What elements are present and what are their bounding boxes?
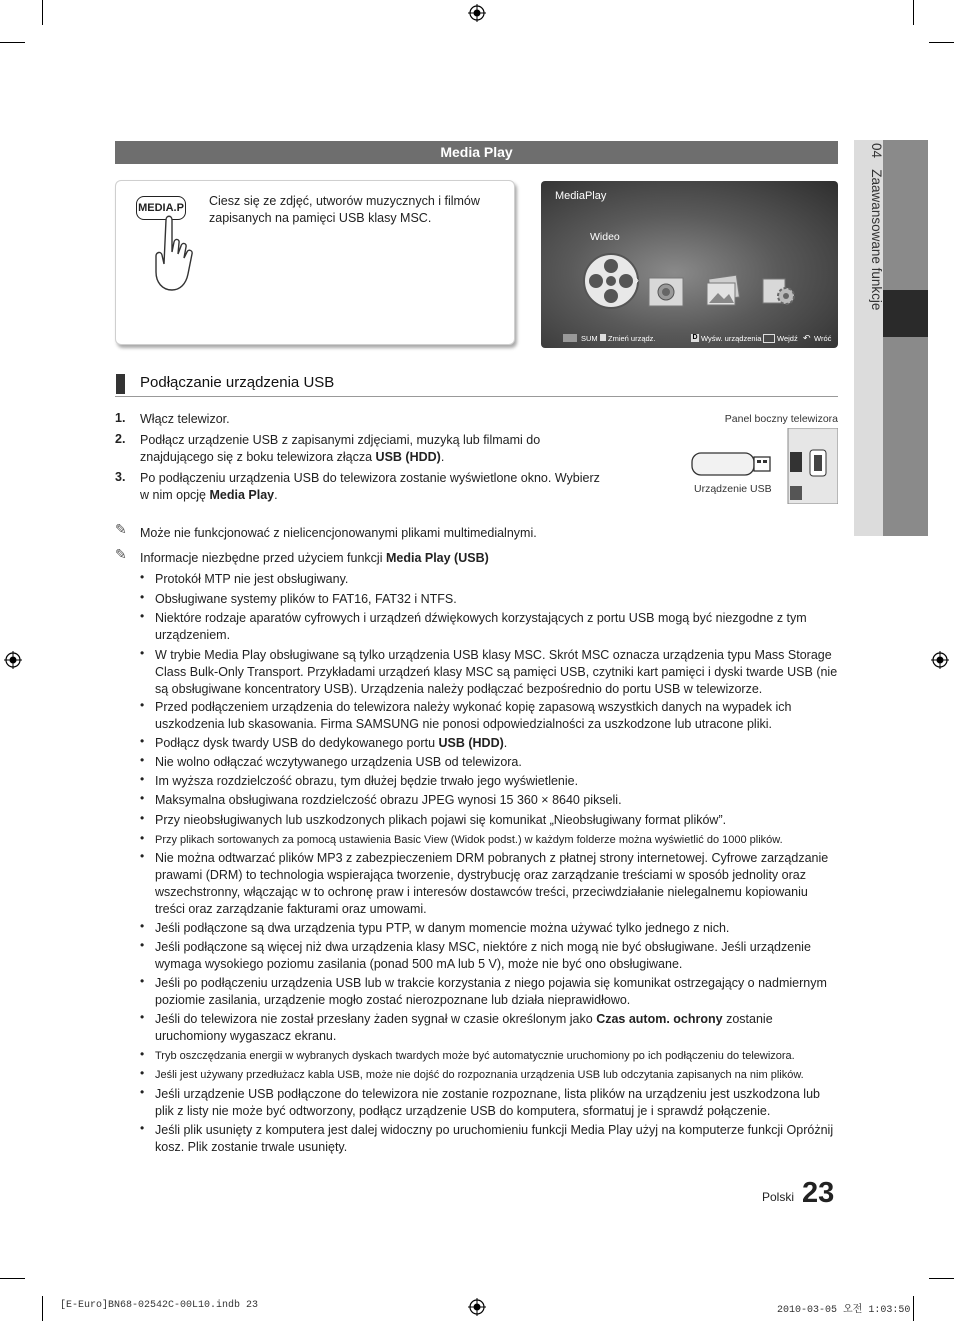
print-timestamp: 2010-03-05 오전 1:03:50 <box>777 1305 911 1316</box>
bullet-item: W trybie Media Play obsługiwane są tylko urządzenia USB klasy MSC. Skrót MSC oznacza urządzenia typu Mass Storage Class Bulk-Only Transport. Przykładami urządzeń klasy MSC są pamięci USB, czytniki kart pamięci i dyski twarde USB (nie są obsługiwane koncentratory USB). Urządzenia należy podłączać bezpośrednio do portu USB w telewizorze. <box>155 648 838 696</box>
bullet-item: Maksymalna obsługiwana rozdzielczość obrazu JPEG wynosi 15 360 × 8640 pikseli. <box>155 793 622 807</box>
registration-mark-icon <box>468 1298 486 1316</box>
bullet-item: Nie można odtwarzać plików MP3 z zabezpieczeniem DRM pobranych z płatnej strony internetowej. Cyfrowe zarządzanie prawami (DRM) to technologia wspierająca tworzenie, dystrybucję oraz zarządzanie treściami w sposób jednolity oraz wszechstronny, włączając w to ochronę praw i interesów dostawców treści, przeciwdziałanie nielegalnemu kopiowaniu treści oraz zarządzanie fakturami oraz umowami. <box>155 851 829 916</box>
section-divider <box>115 396 838 397</box>
step-text: Podłącz urządzenie USB z zapisanymi zdjęciami, muzyką lub filmami do znajdującego się z boku telewizora złącza USB (HDD). <box>140 433 541 464</box>
file-info: [E-Euro]BN68-02542C-00L10.indb 23 <box>60 1300 259 1311</box>
change-device-label: Zmień urządz. <box>608 334 656 343</box>
bullet-dot-icon: • <box>140 849 145 863</box>
bullet-item: Niektóre rodzaje aparatów cyfrowych i urządzeń dźwiękowych korzystających z portu USB mogą być niezgodne z tym urządzeniem. <box>155 611 807 642</box>
photos-icon[interactable] <box>704 275 742 307</box>
chapter-title-vertical: 04 Zaawansowane funkcje <box>869 143 884 311</box>
bullet-item: Nie wolno odłączać wczytywanego urządzenia USB od telewizora. <box>155 755 522 769</box>
bullet-dot-icon: • <box>140 1085 145 1099</box>
crop-mark <box>42 1296 43 1321</box>
return-icon: ↶ <box>803 333 811 343</box>
film-reel-icon[interactable] <box>581 251 641 311</box>
step-number: 3. <box>115 470 126 484</box>
step-text: Po podłączeniu urządzenia USB do telewizora zostanie wyświetlone okno. Wybierz w nim opcję Media Play. <box>140 471 600 502</box>
bullet-dot-icon: • <box>140 811 145 825</box>
crop-mark <box>929 1278 954 1279</box>
page-number: 23 <box>802 1177 835 1209</box>
step-number: 2. <box>115 432 126 446</box>
photo-camera-icon[interactable] <box>647 276 685 308</box>
settings-icon[interactable] <box>761 275 797 307</box>
crop-mark <box>42 0 43 25</box>
bullet-dot-icon: • <box>140 831 145 845</box>
crop-mark <box>913 1296 914 1321</box>
crop-mark <box>913 0 914 25</box>
crop-mark <box>929 42 954 43</box>
usb-device-label: Urządzenie USB <box>694 483 772 495</box>
bullet-dot-icon: • <box>140 1121 145 1135</box>
bullet-item: Jeśli plik usunięty z komputera jest dalej widoczny po uruchomieniu funkcji Media Play użyj na komputerze funkcji Opróżnij kosz. Plik zostanie trwale usunięty. <box>155 1123 834 1154</box>
selected-category-label: Wideo <box>590 231 620 243</box>
bullet-dot-icon: • <box>140 570 145 584</box>
bullet-item: Jeśli podłączone są dwa urządzenia typu PTP, w danym momencie można używać tylko jednego z nich. <box>155 921 730 935</box>
return-label: Wróć <box>814 334 832 343</box>
step-text: Włącz telewizor. <box>140 412 230 426</box>
mediaplay-screen-title: MediaPlay <box>555 190 607 202</box>
registration-mark-icon <box>4 651 22 669</box>
bullet-dot-icon: • <box>140 1010 145 1024</box>
bullet-item: Jeśli urządzenie USB podłączone do telewizora nie zostanie rozpoznane, lista plików na urządzeniu jest uszkodzona lub plik z listy nie może być odtworzony, podłącz urządzenie USB do komputera, sformatuj je i sprawdź połączenie. <box>155 1087 820 1118</box>
mediaplay-tv-screen <box>541 181 838 348</box>
section-marker <box>116 374 125 394</box>
bullet-item: Jeśli jest używany przedłużacz kabla USB, może nie dojść do rozpoznania urządzenia USB lub odczytania zapisanych na nim plików. <box>155 1069 804 1081</box>
section-title: Podłączanie urządzenia USB <box>140 374 335 391</box>
bullet-item: Jeśli do telewizora nie został przesłany żaden sygnał w czasie określonym jako Czas autom. ochrony zostanie uruchomiony wygaszacz ekranu. <box>155 1012 773 1043</box>
tv-screen-bottom-bar <box>541 328 838 348</box>
enter-label: Wejdź <box>777 334 798 343</box>
bullet-item: Tryb oszczędzania energii w wybranych dyskach twardych może być automatycznie uruchomiony po ich podłączeniu do telewizora. <box>155 1050 795 1062</box>
bullet-item: Jeśli po podłączeniu urządzenia USB lub w trakcie korzystania z niego pojawia się komunikat ostrzegający o nadmiernym poziomie zasilania, urządzenie mogło zostać nierozpoznane lub działa nieprawidłowo. <box>155 976 827 1007</box>
section-header-bar: Media Play <box>115 141 838 164</box>
bullet-dot-icon: • <box>140 1047 145 1061</box>
bullet-dot-icon: • <box>140 646 145 660</box>
bullet-dot-icon: • <box>140 772 145 786</box>
hand-press-icon <box>150 212 202 294</box>
crop-mark <box>0 42 25 43</box>
crop-mark <box>0 1278 25 1279</box>
note-text: Może nie funkcjonować z nielicencjonowanymi plikami multimedialnymi. <box>140 526 537 540</box>
note-pencil-icon: ✎ <box>115 521 127 537</box>
side-tab-active-marker <box>883 290 928 337</box>
bullet-dot-icon: • <box>140 938 145 952</box>
view-devices-label: Wyśw. urządzenia <box>701 334 762 343</box>
bullet-item: Obsługiwane systemy plików to FAT16, FAT32 i NTFS. <box>155 592 457 606</box>
bullet-item: Im wyższa rozdzielczość obrazu, tym dłużej będzie trwało jego wyświetlenie. <box>155 774 579 788</box>
bullet-item: Podłącz dysk twardy USB do dedykowanego portu USB (HDD). <box>155 736 508 750</box>
language-label: Polski <box>762 1190 795 1204</box>
bullet-item: Przed podłączeniem urządzenia do telewizora należy wykonać kopię zapasową wszystkich danych na wypadek ich uszkodzenia lub skasowania. Firma SAMSUNG nie ponosi odpowiedzialności za uszkodzone lub utracone pliki. <box>155 700 792 731</box>
bullet-dot-icon: • <box>140 609 145 623</box>
bullet-dot-icon: • <box>140 974 145 988</box>
bullet-dot-icon: • <box>140 734 145 748</box>
note-pencil-icon: ✎ <box>115 546 127 562</box>
bullet-dot-icon: • <box>140 698 145 712</box>
registration-mark-icon <box>931 651 949 669</box>
bullet-dot-icon: • <box>140 590 145 604</box>
bullet-item: Protokół MTP nie jest obsługiwany. <box>155 572 349 586</box>
d-key-icon: D <box>692 334 698 341</box>
bullet-dot-icon: • <box>140 919 145 933</box>
tv-side-panel-label: Panel boczny telewizora <box>724 413 838 425</box>
bullet-dot-icon: • <box>140 791 145 805</box>
bullet-item: Przy nieobsługiwanych lub uszkodzonych plikach pojawi się komunikat „Nieobsługiwany format plików”. <box>155 813 727 827</box>
bullet-dot-icon: • <box>140 1066 145 1080</box>
bullet-item: Przy plikach sortowanych za pomocą ustawienia Basic View (Widok podst.) w każdym folderze można wyświetlić do 1000 plików. <box>155 834 783 846</box>
remote-media-button: MEDIA.P <box>136 196 186 220</box>
note-text: Informacje niezbędne przed użyciem funkcji Media Play (USB) <box>140 551 489 565</box>
step-number: 1. <box>115 411 126 425</box>
arrow-right-icon: › <box>635 273 639 287</box>
side-tab-strip <box>883 140 928 536</box>
media-box-description: Ciesz się ze zdjęć, utworów muzycznych i filmów zapisanych na pamięci USB klasy MSC. <box>209 194 480 225</box>
sum-label: SUM <box>581 334 598 343</box>
bullet-dot-icon: • <box>140 753 145 767</box>
registration-mark-icon <box>468 4 486 22</box>
bullet-item: Jeśli podłączone są więcej niż dwa urządzenia klasy MSC, niektóre z nich mogą nie być obsługiwane. Jeśli urządzenie wymaga wysokiego poziomu zasilania (ponad 500 mA lub 5 V), może nie być ono obsługiwane. <box>155 940 811 971</box>
